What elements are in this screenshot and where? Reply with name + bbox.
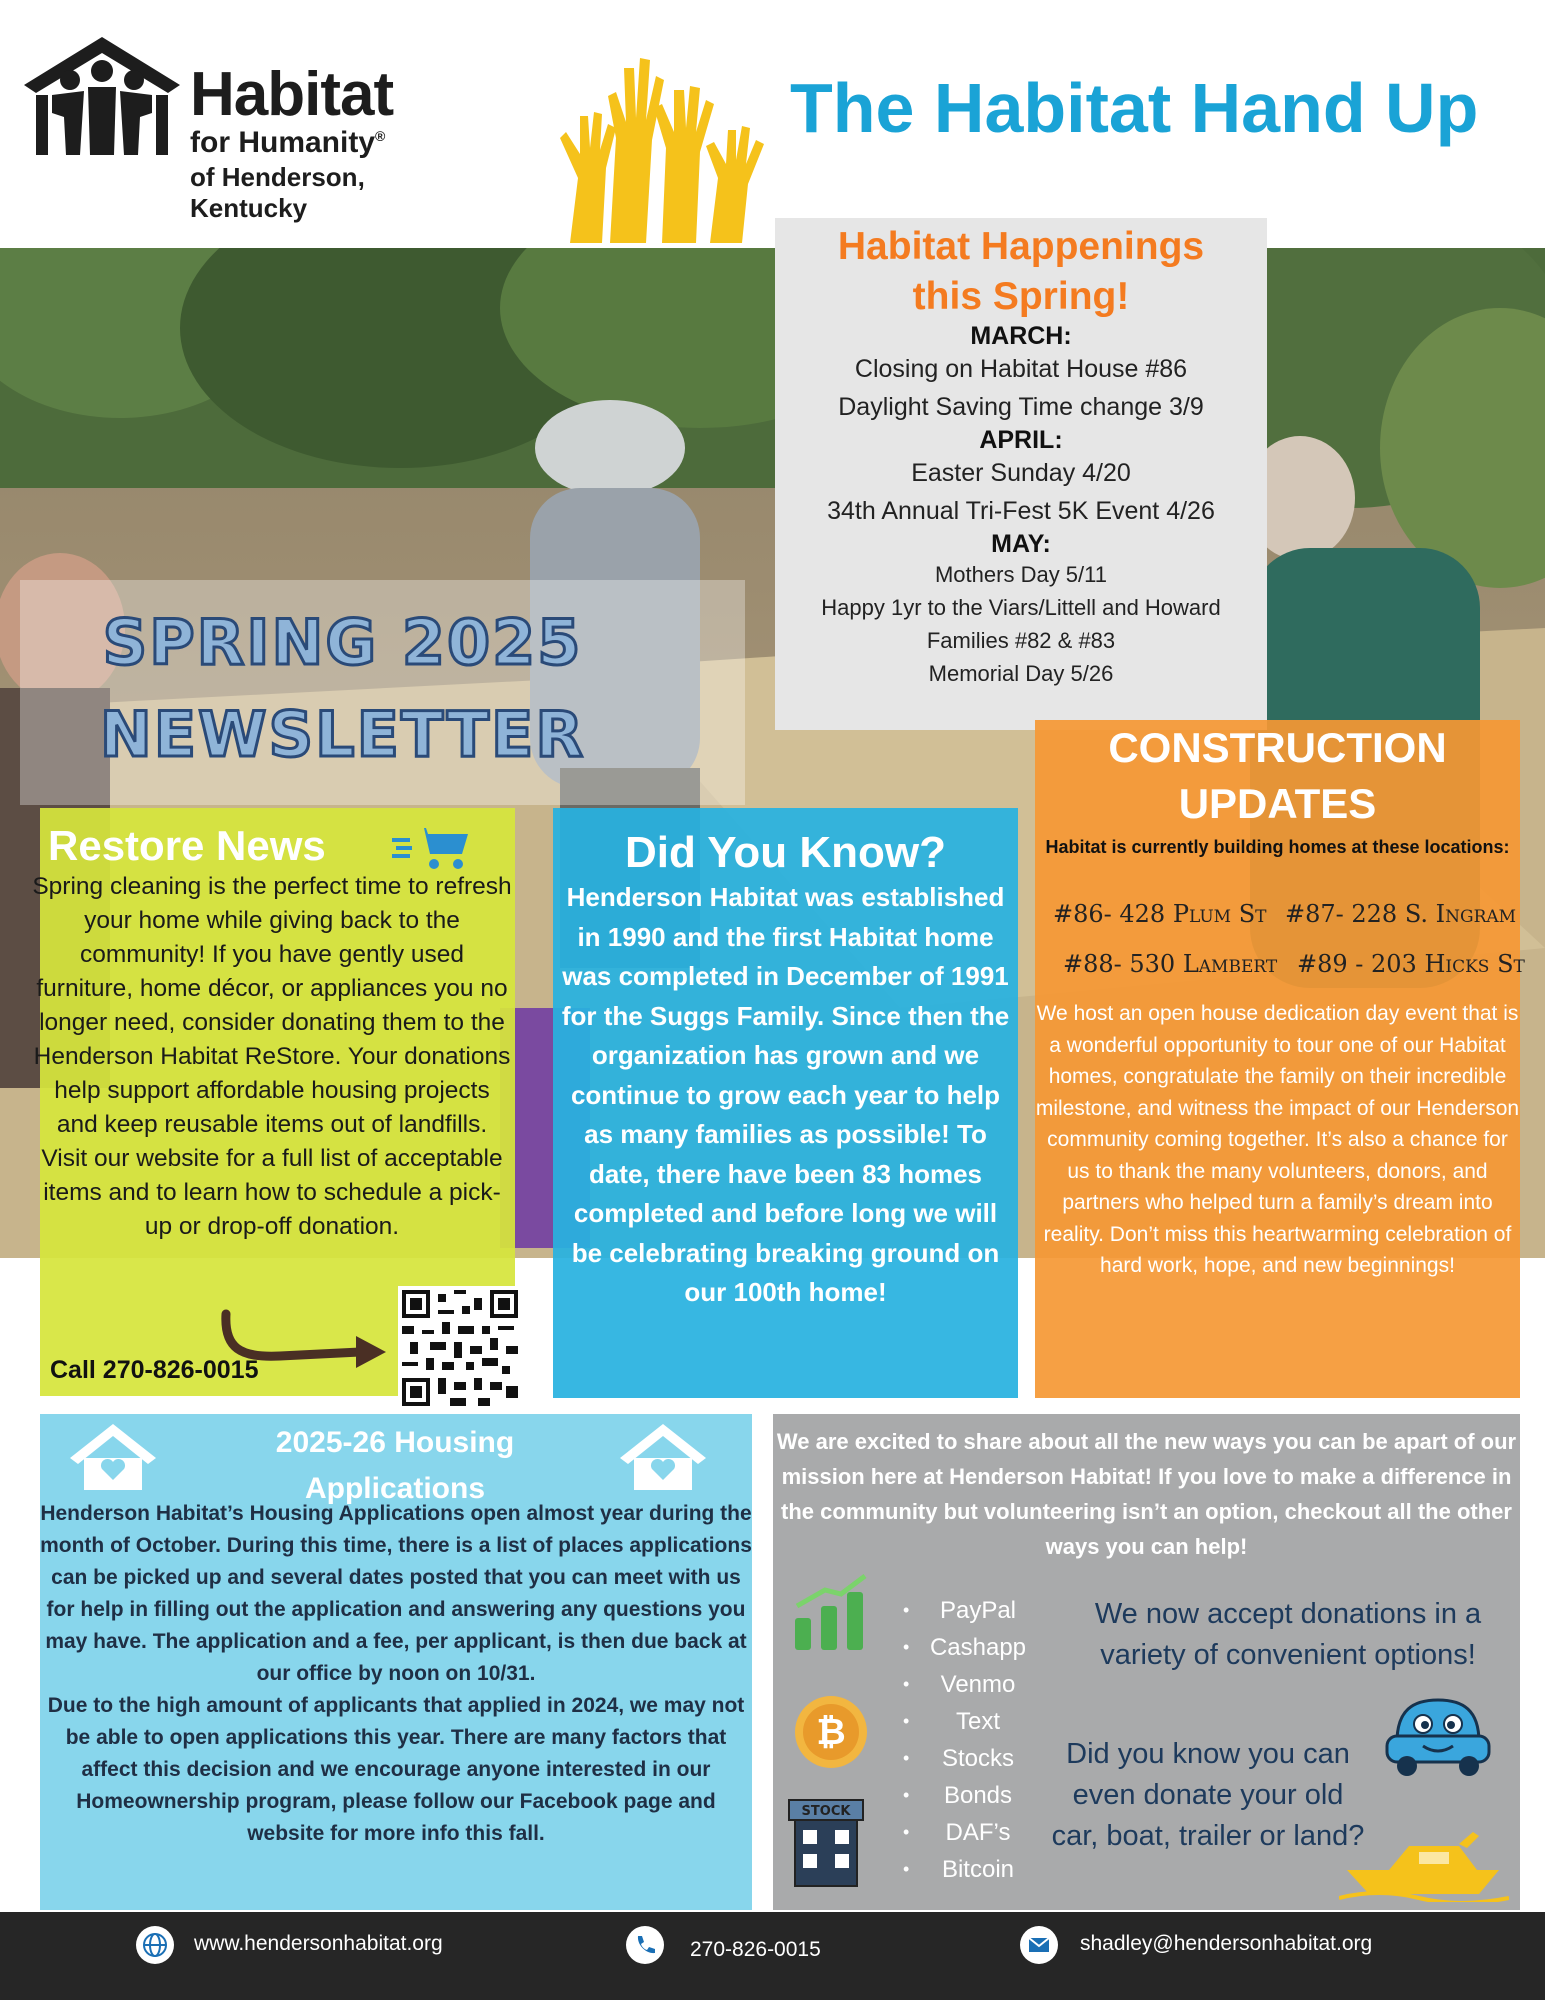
footer [0,1912,1545,2000]
event-item: Daylight Saving Time change 3/9 [838,393,1204,421]
restore-news-box [32,808,515,1396]
globe-icon [136,1926,174,1964]
housing-applications-box [40,1414,752,1910]
svg-text:₿: ₿ [816,1712,846,1753]
list-item: • PayPal [903,1592,1053,1629]
donation-options-list [903,1592,1053,1888]
dyk-title: Did You Know? [625,828,946,877]
event-item: Easter Sunday 4/20 [911,459,1131,487]
list-item: • Bitcoin [903,1851,1053,1888]
list-item: • Bonds [903,1777,1053,1814]
list-item: • Cashapp [903,1629,1053,1666]
construction-updates-box [1035,720,1525,1398]
qr-code-pattern [402,1290,518,1406]
event-item: Happy 1yr to the Viars/Littell and Howard [821,595,1221,620]
boat-icon [1339,1822,1509,1902]
ways-intro: We are excited to share about all the new ways you can be apart of our mission here at Henderson Habitat! If you love to make a difference in the community but volunteering isn’t an option, checkout all the other ways you can help! [776,1429,1517,1559]
address-item: #89 - 203 Hicks St [1297,950,1525,978]
construction-body: We host an open house dedication day event that is a wonderful opportunity to tour one of our Habitat homes, congratulate the family on their incredible milestone, and witness the impact of our Henderson community coming together. It’s also a chance for us to thank the many volunteers, donors, and partners who helped turn a family’s dream into reality. Don’t miss this heartwarming celebration of hard work, hope, and new beginnings! [1035,1002,1520,1277]
logo-name: Habitat [190,60,394,129]
habitat-house-icon [22,35,182,160]
event-item: Memorial Day 5/26 [928,661,1114,686]
growth-chart-icon [791,1572,871,1652]
house-heart-icon [618,1422,708,1492]
raised-hands-icon [550,28,780,243]
restore-body: Spring cleaning is the perfect time to refresh your home while giving back to the community! If you have gently used furniture, home décor, or appliances you no longer need, consider donating them to the Henderson Habitat ReStore. Your donations help support affordable housing projects and keep reusable items out of landfills. Visit our website for a full list of acceptable items and to learn how to schedule a pick-up or drop-off donation. [32,873,512,1240]
list-item: • Venmo [903,1666,1053,1703]
construction-title: CONSTRUCTION UPDATES [1108,724,1447,827]
address-item: #86- 428 Plum St [1053,900,1267,928]
ways-to-give-box [773,1414,1520,1910]
website-text: www.hendersonhabitat.org [194,1932,443,1955]
list-item: • Stocks [903,1740,1053,1777]
dyk-body: Henderson Habitat was established in 1990 and the first Habitat home was completed in December of 1991 for the Suggs Family. Since then the organization has grown and we continue to grow each year to help as many families as possible! To date, there have been 83 homes completed and before long we will be celebrating breaking ground on our 100th home! [561,882,1010,1307]
april-label: APRIL: [979,426,1063,454]
banner-line2: NEWSLETTER [99,698,586,771]
may-label: MAY: [991,530,1051,558]
bitcoin-icon [791,1692,871,1772]
stock-exchange-icon [781,1798,871,1888]
happenings-title: Habitat Happenings this Spring! [837,225,1205,318]
banner-line1: SPRING 2025 [102,606,583,679]
list-item: • DAF’s [903,1814,1053,1851]
habitat-logo [22,30,462,223]
restore-title: Restore News [48,822,326,869]
address-item: #88- 530 Lambert [1063,950,1278,978]
happenings-box [775,218,1267,730]
qr-code[interactable] [398,1286,522,1410]
shopping-cart-icon [392,824,472,874]
housing-body: Henderson Habitat’s Housing Applications open almost year during the month of October. During this time, there is a list of places applications can be picked up and several dates posted that you can meet with us for help in filling out the application and answering any questions you may have. The application and a fee, per applicant, is then due back at our office by noon on 10/31. Due to the high amount of applicants that applied in 2024, we may not be able to open applications this year. There are many factors that affect this decision and we encourage anyone interested in our Homeownership program, please follow our Facebook page and website for more info this fall. [40,1502,752,1845]
phone-icon [626,1926,664,1964]
spring-newsletter-banner [20,580,745,805]
event-item: 34th Annual Tri-Fest 5K Event 4/26 [827,497,1215,525]
construction-intro: Habitat is currently building homes at these locations: [1045,837,1510,857]
march-label: MARCH: [970,322,1072,350]
housing-title: 2025-26 Housing Applications [275,1426,515,1505]
address-item: #87- 228 S. Ingram [1285,900,1517,928]
stock-label: STOCK [801,1804,851,1819]
email-text: shadley@hendersonhabitat.org [1080,1932,1373,1955]
event-item: Families #82 & #83 [926,628,1116,653]
logo-line3: of Henderson, Kentucky [190,162,365,223]
logo-line2: for Humanity® [190,126,386,159]
event-item: Mothers Day 5/11 [934,562,1107,587]
accept-donations-text: We now accept donations in a variety of convenient options! [1094,1598,1482,1671]
did-you-know-box [553,808,1018,1398]
house-heart-icon [68,1422,158,1492]
newsletter-title: The Habitat Hand Up [790,69,1479,147]
car-donation-text: Did you know you can even donate your old car, boat, trailer or land? [1051,1738,1365,1852]
phone-text: 270-826-0015 [690,1938,821,1961]
list-item: • Text [903,1703,1053,1740]
car-icon [1383,1690,1493,1780]
mail-icon [1020,1926,1058,1964]
event-item: Closing on Habitat House #86 [854,355,1188,383]
restore-call[interactable]: Call 270-826-0015 [50,1356,259,1384]
